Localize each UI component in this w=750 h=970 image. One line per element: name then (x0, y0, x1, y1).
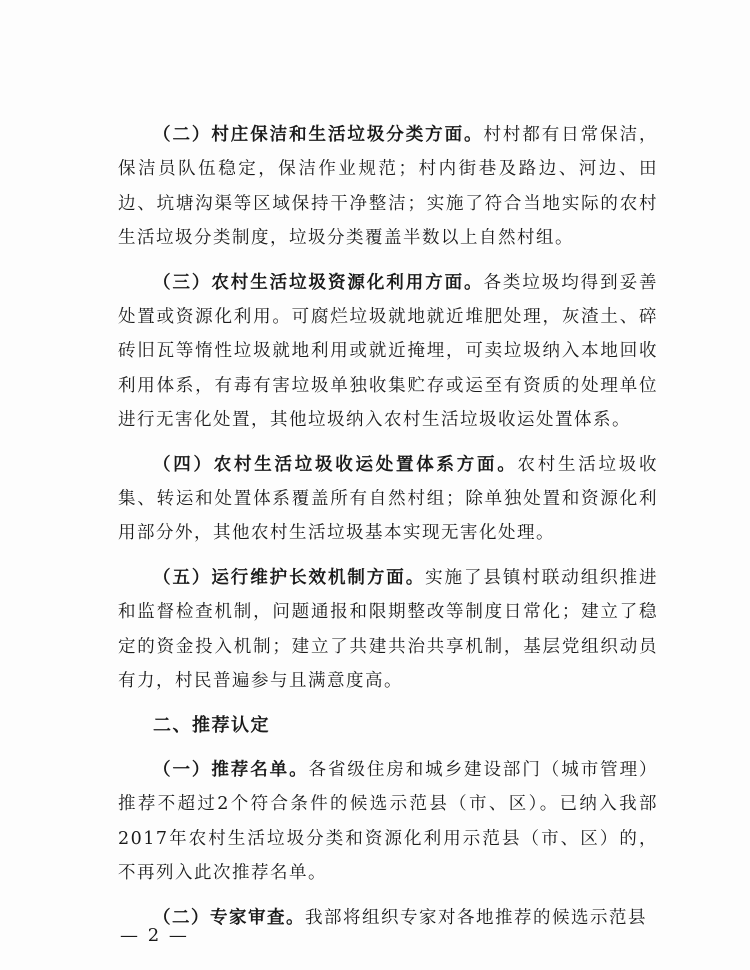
paragraph-recommendation-list (118, 753, 658, 891)
paragraph-text: 村村都有日常保洁，保洁员队伍稳定，保洁作业规范；村内街巷及路边、河边、田边、坑塘沟渠等区域保持干净整洁；实施了符合当地实际的农村生活垃圾分类制度，垃圾分类覆盖半数以上自然村组。 (118, 125, 659, 249)
section-heading: 二、推荐认定 (153, 714, 270, 736)
paragraph-lead: （一）推荐名单。 (153, 759, 309, 780)
paragraph-lead: （五）运行维护长效机制方面。 (153, 567, 426, 588)
paragraph-expert-review (118, 901, 658, 935)
paragraph-maintenance-mechanism (118, 561, 658, 699)
paragraph-resource-utilization (118, 266, 658, 438)
paragraph-lead: （二）村庄保洁和生活垃圾分类方面。 (153, 125, 484, 145)
paragraph-text: 各省级住房和城乡建设部门（城市管理）推荐不超过2个符合条件的候选示范县（市、区）。已纳入我部2017年农村生活垃圾分类和资源化利用示范县（市、区）的，不再列入此次推荐名单。 (118, 759, 659, 884)
page-number: — 2 — (120, 925, 189, 946)
document-body (118, 118, 658, 945)
paragraph-text: 我部将组织专家对各地推荐的候选示范县 (305, 907, 647, 928)
paragraph-village-cleaning (118, 118, 658, 256)
paragraph-lead: （二）专家审查。 (153, 907, 305, 928)
paragraph-text: 农村生活垃圾收集、转运和处置体系覆盖所有自然村组；除单独处置和资源化利用部分外，其他农村生活垃圾基本实现无害化处理。 (118, 454, 658, 544)
paragraph-lead: （四）农村生活垃圾收运处置体系方面。 (153, 454, 518, 475)
paragraph-text: 各类垃圾均得到妥善处置或资源化利用。可腐烂垃圾就地就近堆肥处理，灰渣土、碎砖旧瓦等惰性垃圾就地利用或就近掩埋，可卖垃圾纳入本地回收利用体系，有毒有害垃圾单独收集贮存或运至有资质的处理单位进行无害化处置，其他垃圾纳入农村生活垃圾收运处置体系。 (118, 272, 659, 431)
paragraph-collection-system (118, 448, 658, 551)
paragraph-text: 实施了县镇村联动组织推进和监督检查机制，问题通报和限期整改等制度日常化；建立了稳定的资金投入机制；建立了共建共治共享机制，基层党组织动员有力，村民普遍参与且满意度高。 (118, 567, 659, 692)
paragraph-lead: （三）农村生活垃圾资源化利用方面。 (153, 272, 484, 293)
